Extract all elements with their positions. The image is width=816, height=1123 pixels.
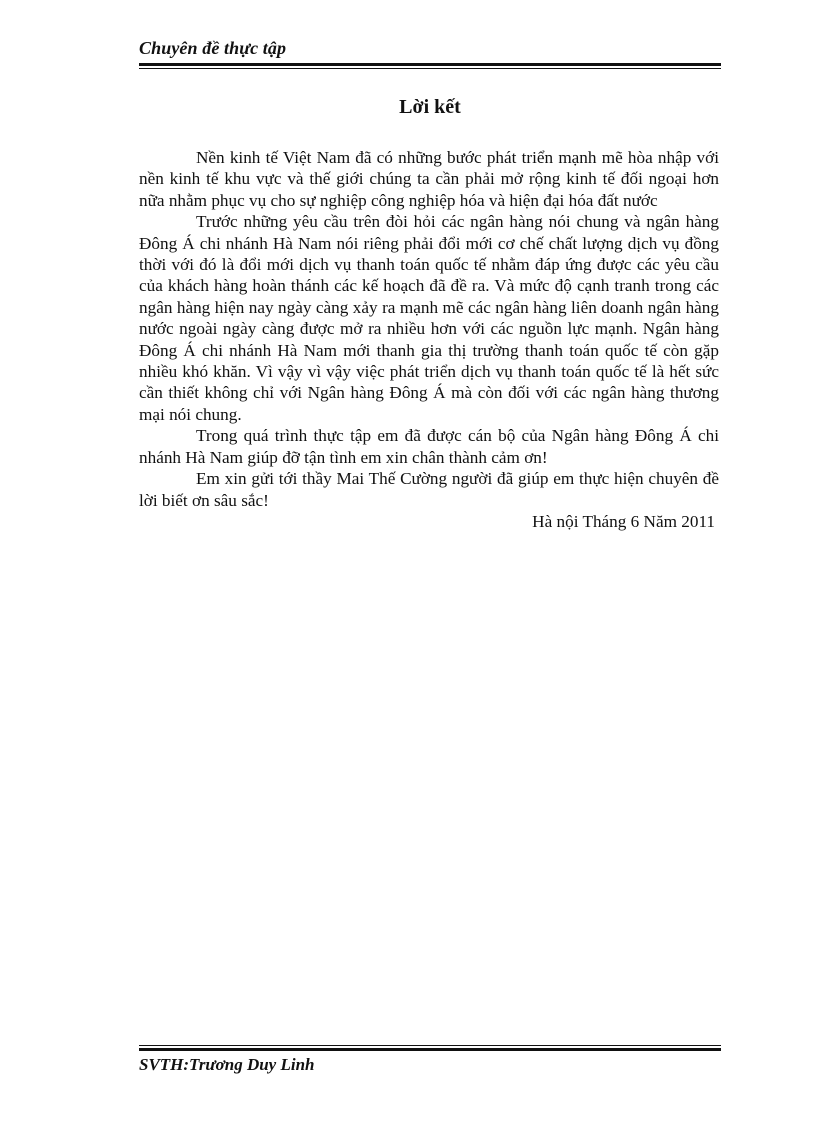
paragraph: Em xin gửi tới thầy Mai Thế Cường người đã giúp em thực hiện chuyên đề lời biết ơn sâu sắc! <box>139 469 719 510</box>
footer-rule-thick <box>139 1048 721 1051</box>
header-rule-thin <box>139 68 721 69</box>
footer-rule-thin <box>139 1045 721 1046</box>
header-title: Chuyên đề thực tập <box>139 38 287 58</box>
section-heading: Lời kết <box>399 96 461 118</box>
paragraph: Trong quá trình thực tập em đã được cán bộ của Ngân hàng Đông Á chi nhánh Hà Nam giúp đỡ tận tình em xin chân thành cảm ơn! <box>139 426 719 467</box>
footer-author: SVTH:Trương Duy Linh <box>139 1055 315 1074</box>
signoff-date: Hà nội Tháng 6 Năm 2011 <box>532 511 715 531</box>
header-rule-thick <box>139 63 721 66</box>
paragraph: Nền kinh tế Việt Nam đã có những bước phát triển mạnh mẽ hòa nhập với nền kinh tế khu vực và thế giới chúng ta cần phải mở rộng kinh tế đối ngoại hơn nữa nhằm phục vụ cho sự nghiệp công nghiệp hóa và hiện đại hóa đất nước <box>139 148 719 210</box>
body-text <box>139 147 719 532</box>
paragraph: Trước những yêu cầu trên đòi hỏi các ngân hàng nói chung và ngân hàng Đông Á chi nhánh Hà Nam nói riêng phải đổi mới cơ chế chất lượng dịch vụ đồng thời với đó là đổi mới dịch vụ thanh toán quốc tế nhằm đáp ứng được các yêu cầu của khách hàng hoàn thánh các kế hoạch đã đề ra. Và mức độ cạnh tranh trong các ngân hàng hiện nay ngày càng xảy ra mạnh mẽ các ngân hàng liên doanh ngân hàng nước ngoài ngày càng được mở ra nhiều hơn với các nguồn lực mạnh. Ngân hàng Đông Á chi nhánh Hà Nam mới thanh gia thị trường thanh toán quốc tế còn gặp nhiều khó khăn. Vì vậy vì vậy việc phát triển dịch vụ thanh toán quốc tế là hết sức cần thiết không chỉ với Ngân hàng Đông Á mà còn đối với các ngân hàng thương mại nói chung. <box>139 212 719 424</box>
